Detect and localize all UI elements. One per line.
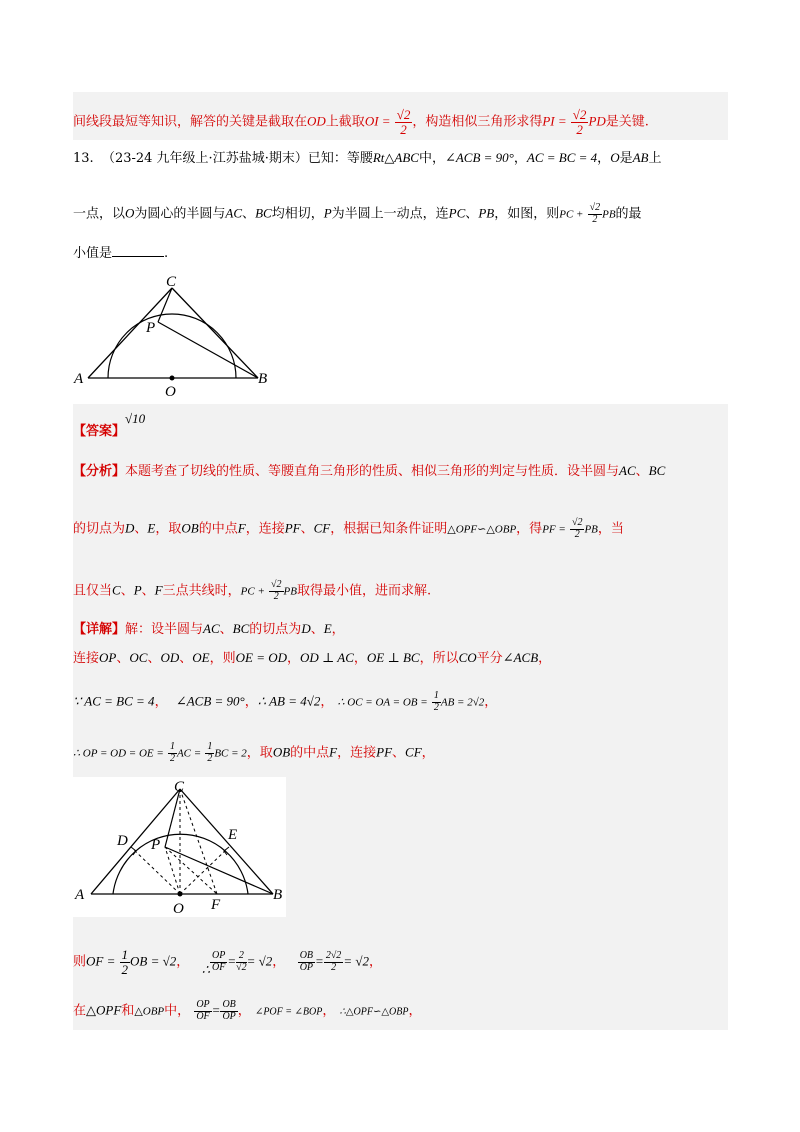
answer-value: √10 bbox=[125, 411, 146, 426]
analysis-line-2: 的切点为D、E，取OB的中点F，连接PF、CF，根据已知条件证明△OPF∽△OBP，得PF = $\frac{√2}{2}$ PB，当 bbox=[73, 517, 624, 540]
figure-2-construction bbox=[73, 777, 286, 917]
fig1-label-a: A bbox=[74, 371, 84, 387]
fig2-label-e: E bbox=[228, 827, 238, 843]
detail-line-4: ∴ OP = OD = OE = $\frac{1}{2}$ AC = $\frac{1}{2}$ BC = 2，取OB的中点F，连接PF、CF， bbox=[73, 741, 435, 764]
question-line-3: 小值是 . bbox=[73, 246, 169, 261]
question-line-1: 13. （23-24 九年级上·江苏盐城·期末）已知：等腰Rt△ABC中，∠ACB = 90°，AC = BC = 4，O是AB上 bbox=[73, 150, 662, 166]
detail-line-6: 在△OPF和△OBP中， $\frac{OP}{OF}$ = $\frac{OB}{OP}$ ， ∠POF = ∠BOP， ∴△OPF∽△OBP， bbox=[73, 999, 422, 1022]
analysis-line-3: 且仅当C、P、F三点共线时，PC + $\frac{√2}{2}$ PB取得最小值，进而求解. bbox=[73, 579, 432, 602]
fig2-label-p: P bbox=[151, 837, 161, 853]
fig1-label-o: O bbox=[165, 384, 176, 400]
answer-blank bbox=[112, 256, 164, 257]
detail-line-1: 【详解】解：设半圆与AC、BC的切点为D、E， bbox=[73, 621, 345, 637]
fig1-label-b: B bbox=[258, 371, 268, 387]
analysis-line-1: 【分析】本题考查了切线的性质、等腰直角三角形的性质、相似三角形的判定与性质．设半圆与AC、BC bbox=[73, 463, 666, 479]
fig2-label-c: C bbox=[174, 779, 185, 795]
fig2-label-d: D bbox=[117, 833, 128, 849]
fig1-label-p: P bbox=[146, 320, 156, 336]
fig2-label-f: F bbox=[211, 897, 221, 913]
answer-line: 【答案】√10 bbox=[73, 411, 146, 439]
question-line-2: 一点，以O为圆心的半圆与AC、BC均相切，P为半圆上一动点，连PC、PB，如图，则PC + $\frac{√2}{2}$ PB的最 bbox=[73, 202, 642, 225]
fig2-label-b: B bbox=[273, 887, 283, 903]
figure-1-semicircle-triangle bbox=[70, 270, 280, 400]
fig2-label-o: O bbox=[173, 901, 184, 917]
top-summary-line: 间线段最短等知识，解答的关键是截取在OD上截取OI = $\frac{√2}{2}$ ，构造相似三角形求得PI = $\frac{√2}{2}$ PD是关键. bbox=[73, 107, 649, 137]
detail-line-5: 则OF = $\frac{1}{2}$ OB = √2， ∴ $\frac{OP}{OF}$ = $\frac{2}{√2}$ = √2， $\frac{OB}{OP}$ = $\frac{2√2}{2}$ = √2， bbox=[73, 947, 382, 977]
fig2-label-a: A bbox=[75, 887, 85, 903]
fig1-label-c: C bbox=[166, 274, 177, 290]
solution-shaded-block bbox=[73, 404, 728, 1030]
detail-line-2: 连接OP、OC、OD、OE，则OE = OD，OD ⊥ AC，OE ⊥ BC，所以CO平分∠ACB， bbox=[73, 650, 552, 666]
detail-line-3: ∵ AC = BC = 4， ∠ACB = 90°，∴ AB = 4√2， ∴ OC = OA = OB = $\frac{1}{2}$ AB = 2√2， bbox=[73, 690, 498, 713]
